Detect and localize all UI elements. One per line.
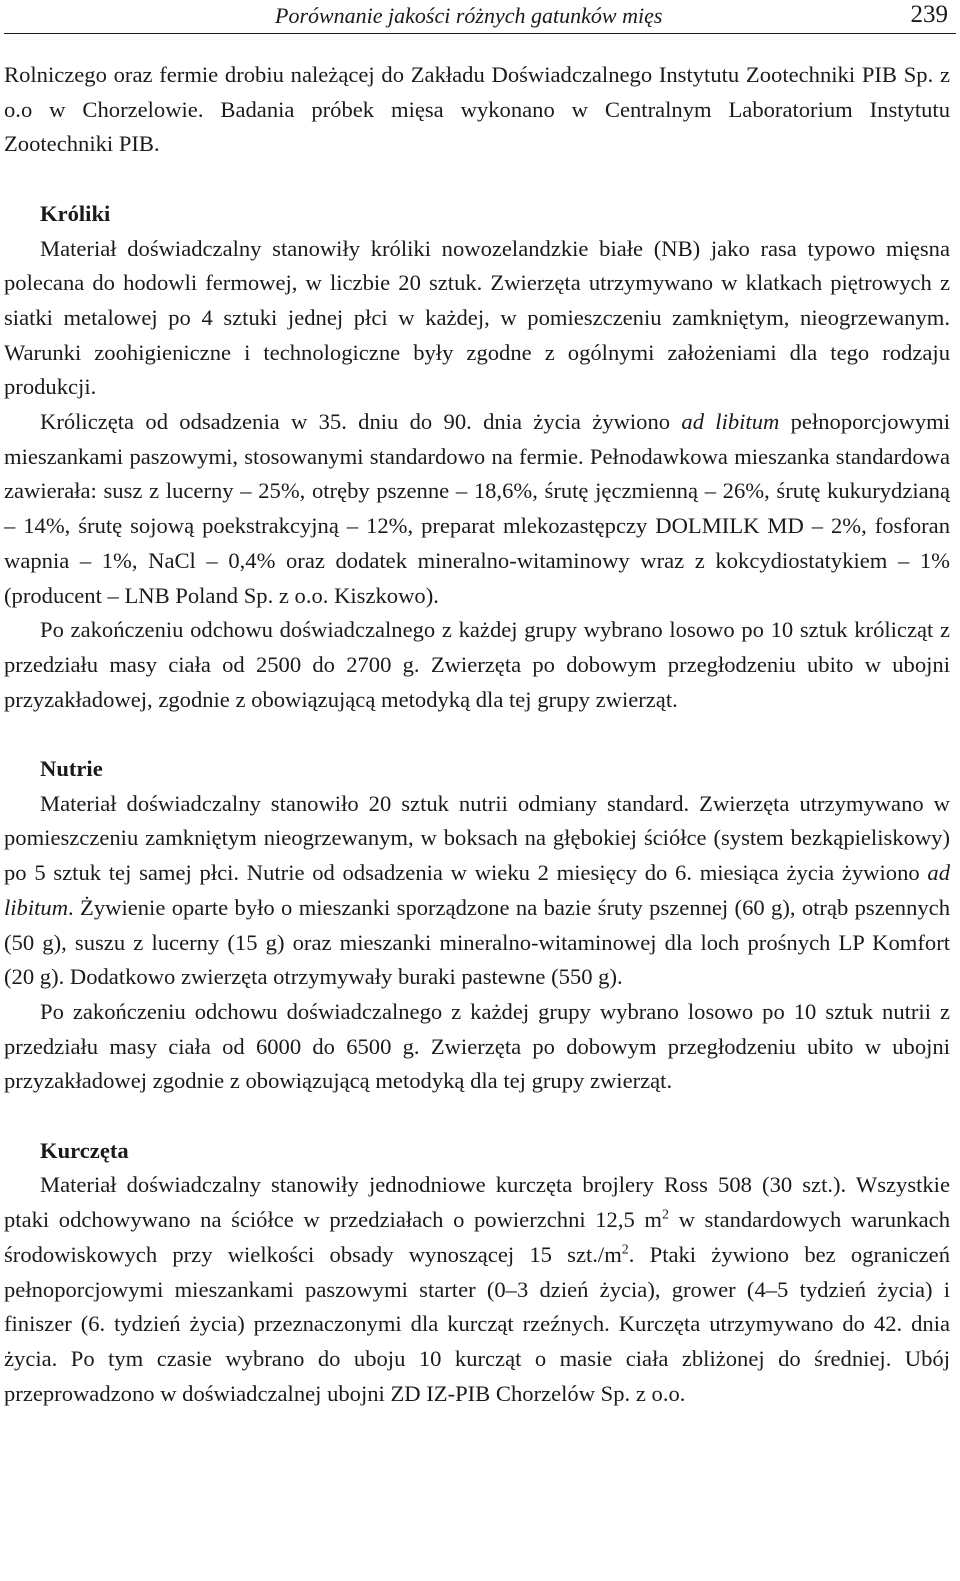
section-gap xyxy=(4,162,950,197)
nutrie-p1-text-b: . Żywienie oparte było o mieszanki sporządzone na bazie śruty pszennej (60 g), otrąb pszennych (50 g), suszu z lucerny (15 g) oraz mieszanki mineralno-witaminowej dla loch prośnych LP Komfort (20 g). Dodatkowo zwierzęta otrzymywały buraki pastewne (550 g). xyxy=(4,894,950,990)
section-gap xyxy=(4,717,950,752)
nutrie-p1-text-a: Materiał doświadczalny stanowiło 20 sztuk nutrii odmiany standard. Zwierzęta utrzymywano w pomieszczeniu zamkniętym nieogrzewanym, w boksach na głębokiej ściółce (system bezkąpieliskowy) po 5 sztuk tej samej płci. Nutrie od odsadzenia w wieku 2 miesięcy do 6. miesiąca życia żywiono xyxy=(4,790,950,886)
kroliki-p2-italic: ad libitum xyxy=(681,409,780,435)
page-body xyxy=(4,58,950,1411)
heading-kurczeta: Kurczęta xyxy=(40,1137,129,1163)
kurczeta-p1-text-c: . Ptaki żywiono bez ograniczeń pełnoporcjowymi mieszankami paszowymi starter (0–3 dzień życia), grower (4–5 tydzień życia) i finiszer (6. tydzień życia) przeznaczonymi dla kurcząt rzeźnych. Kurczęta utrzymywano do 42. dnia życia. Po tym czasie wybrano do uboju 10 kurcząt o masie ciała zbliżonej do średniej. Ubój przeprowadzono w doświadczalnej ubojni ZD IZ-PIB Chorzelów Sp. z o.o. xyxy=(4,1241,950,1406)
kroliki-p2-text-b: pełnoporcjowymi mieszankami paszowymi, stosowanymi standardowo na fermie. Pełnodawkowa mieszanka standardowa zawierała: susz z lucerny – 25%, otręby pszenne – 18,6%, śrutę jęczmienną – 26%, śrutę kukurydzianą – 14%, śrutę sojową poekstrakcyjną – 12%, preparat mlekozastępczy DOLMILK MD – 2%, fosforan wapnia – 1%, NaCl – 0,4% oraz dodatek mineralno-witaminowy wraz z kokcydiostatykiem – 1% (producent – LNB Poland Sp. z o.o. Kiszkowo). xyxy=(4,409,951,608)
nutrie-paragraph-1 xyxy=(4,787,950,995)
kroliki-p2-text-a: Króliczęta od odsadzenia w 35. dniu do 90. dnia życia żywiono xyxy=(40,409,682,435)
kroliki-paragraph-3: Po zakończeniu odchowu doświadczalnego z każdej grupy wybrano losowo po 10 sztuk królicząt z przedziału masy ciała od 2500 do 2700 g. Zwierzęta po dobowym przegłodzeniu ubito w ubojni przyzakładowej, zgodnie z obowiązującą metodyką dla tej grupy zwierząt. xyxy=(4,617,950,712)
superscript-2: 2 xyxy=(621,1242,629,1258)
page-number: 239 xyxy=(910,1,948,28)
page-header xyxy=(0,0,960,36)
heading-nutrie: Nutrie xyxy=(40,756,103,782)
running-title: Porównanie jakości różnych gatunków mięs xyxy=(275,3,663,28)
section-gap xyxy=(4,1099,950,1134)
intro-paragraph: Rolniczego oraz fermie drobiu należącej do Zakładu Doświadczalnego Instytutu Zootechniki PIB Sp. z o.o w Chorzelowie. Badania próbek mięsa wykonano w Centralnym Laboratorium Instytutu Zootechniki PIB. xyxy=(4,62,950,157)
superscript-2: 2 xyxy=(661,1207,669,1223)
kroliki-paragraph-2 xyxy=(4,405,950,613)
kurczeta-paragraph-1 xyxy=(4,1168,950,1411)
section-nutrie xyxy=(4,752,950,1099)
nutrie-paragraph-2: Po zakończeniu odchowu doświadczalnego z każdej grupy wybrano losowo po 10 sztuk nutrii z przedziału masy ciała od 6000 do 6500 g. Zwierzęta po dobowym przegłodzeniu ubito w ubojni przyzakładowej zgodnie z obowiązującą metodyką dla tej grupy zwierząt. xyxy=(4,998,950,1094)
kroliki-paragraph-1: Materiał doświadczalny stanowiły króliki nowozelandzkie białe (NB) jako rasa typowo mięsna polecana do hodowli fermowej, w liczbie 20 sztuk. Zwierzęta utrzymywano w klatkach piętrowych z siatki metalowej po 4 sztuki jednej płci w każdej, w pomieszczeniu zamkniętym, nieogrzewanym. Warunki zoohigieniczne i technologiczne były zgodne z ogólnymi założeniami dla tego rodzaju produkcji. xyxy=(4,235,950,400)
heading-kroliki: Króliki xyxy=(40,200,111,226)
section-kurczeta xyxy=(4,1134,950,1412)
header-rule xyxy=(4,33,956,34)
nutrie-p1-italic: ad libitum xyxy=(4,860,950,920)
kurczeta-p1-text-a: Materiał doświadczalny stanowiły jednodniowe kurczęta brojlery Ross 508 (30 szt.). Wszystkie ptaki odchowywano na ściółce w przedziałach o powierzchni 12,5 m xyxy=(4,1172,950,1233)
kurczeta-p1-text-b: w standardowych warunkach środowiskowych przy wielkości obsady wynoszącej 15 szt./m xyxy=(4,1207,950,1267)
section-kroliki xyxy=(4,197,950,718)
